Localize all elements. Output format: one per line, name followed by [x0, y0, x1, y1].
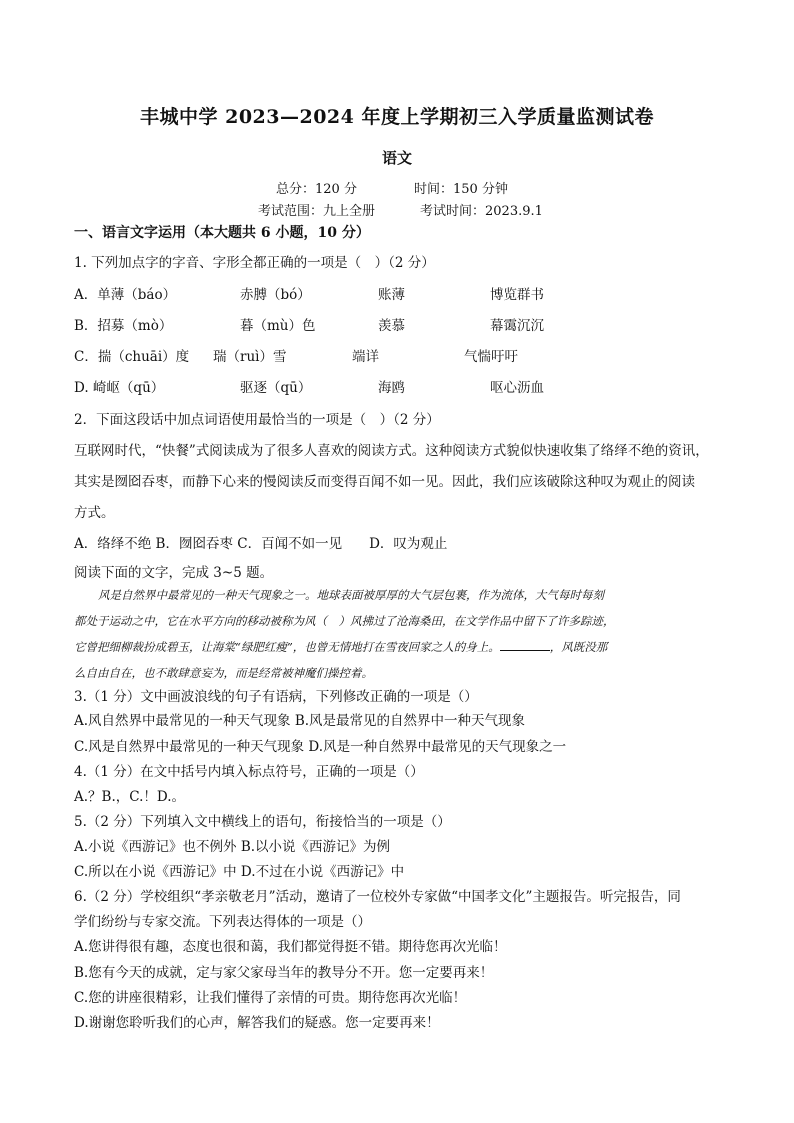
- exam-title: 丰城中学 2023—2024 年度上学期初三入学质量监测试卷: [140, 106, 654, 128]
- q2-stem: 2．下面这段话中加点词语使用最恰当的一项是（ ）（2 分）: [74, 412, 440, 428]
- q1-a-1: A．单薄（báo）: [74, 287, 177, 303]
- q1-b-2: 暮（mù）色: [240, 318, 316, 334]
- q1-c-2: 瑞（ruì）雪: [213, 349, 287, 365]
- q1-d-3: 海鸥: [378, 380, 405, 396]
- q6-stem-line-2: 学们纷纷与专家交流。下列表达得体的一项是（）: [74, 914, 371, 930]
- q1-c-1: C．揣（chuāi）度: [74, 349, 190, 365]
- q3-options-ab: A.风自然界中最常见的一种天气现象 B.风是最常见的自然界中一种天气现象: [74, 713, 526, 729]
- q1-d-4: 呕心沥血: [490, 380, 544, 396]
- q6-option-c: C.您的讲座很精彩，让我们懂得了亲情的可贵。期待您再次光临！: [74, 990, 467, 1006]
- passage-line-2: 都处于运动之中，它在水平方向的移动被称为风（ ）风拂过了沧海桑田，在文学作品中留下了许多踪迹，: [74, 614, 615, 628]
- q5-options-ab: A.小说《西游记》也不例外 B.以小说《西游记》为例: [74, 839, 391, 855]
- q1-c-4: 气惴吁吁: [464, 349, 518, 365]
- subject-title: 语文: [381, 149, 412, 167]
- exam-duration: 时间：150 分钟: [414, 182, 508, 197]
- q1-b-3: 羡慕: [378, 318, 405, 334]
- q1-d-1: D. 崎岖（qū）: [74, 380, 165, 396]
- q1-c-3: 端详: [352, 349, 379, 365]
- q4-stem: 4.（1 分）在文中括号内填入标点符号，正确的一项是（）: [74, 764, 424, 780]
- q1-d-2: 驱逐（qū）: [240, 380, 312, 396]
- q1-a-4: 博览群书: [490, 287, 544, 303]
- q1-b-1: B．招募（mò）: [74, 318, 173, 334]
- q1-a-3: 账薄: [378, 287, 405, 303]
- q1-a-2: 赤膊（bó）: [240, 287, 311, 303]
- exam-date: 考试时间：2023.9.1: [420, 204, 543, 219]
- passage-line-1: 风是自然界中最常见的一种天气现象之一。地球表面被厚厚的大气层包裹，作为流体，大气每时每刻: [98, 588, 604, 602]
- q2-passage-line-3: 方式。: [74, 505, 115, 521]
- q5-options-cd: C.所以在小说《西游记》中 D.不过在小说《西游记》中: [74, 864, 405, 880]
- q2-passage-line-2: 其实是囫囵吞枣，而静下心来的慢阅读反而变得百闻不如一见。因此，我们应该破除这种叹为观止的阅读: [74, 474, 695, 490]
- q2-options: A．络绎不绝 B．囫囵吞枣 C．百闻不如一见 D．叹为观止: [74, 536, 448, 552]
- q3-options-cd: C.风是自然界中最常见的一种天气现象 D.风是一种自然界中最常见的天气现象之一: [74, 739, 567, 755]
- q3-stem: 3.（1 分）文中画波浪线的句子有语病，下列修改正确的一项是（）: [74, 689, 478, 705]
- q5-stem: 5.（2 分）下列填入文中横线上的语句，衔接恰当的一项是（）: [74, 814, 451, 830]
- q6-stem-line-1: 6.（2 分）学校组织“孝亲敬老月”活动，邀请了一位校外专家做“中国孝文化”主题报告。听完报告，同: [74, 889, 681, 905]
- section-heading: 一、语言文字运用（本大题共 6 小题，10 分）: [74, 225, 370, 241]
- answer-blank: [500, 638, 550, 651]
- exam-scope: 考试范围：九上全册: [258, 204, 376, 219]
- q6-option-b: B.您有今天的成就，定与家父家母当年的教导分不开。您一定要再来！: [74, 965, 494, 981]
- q2-passage-line-1: 互联网时代，“快餐”式阅读成为了很多人喜欢的阅读方式。这种阅读方式貌似快速收集了络绎不绝的资讯，: [74, 443, 709, 459]
- q1-stem: 1. 下列加点字的字音、字形全都正确的一项是（ ）（2 分）: [74, 255, 435, 271]
- reading-intro: 阅读下面的文字，完成 3~5 题。: [74, 565, 274, 581]
- passage-line-4: 么自由自在，也不敢肆意妄为，而是经常被神魔们操控着。: [74, 666, 373, 680]
- q4-options: A.？B.，C.！D.。: [74, 789, 186, 805]
- q6-option-d: D.谢谢您聆听我们的心声，解答我们的疑惑。您一定要再来！: [74, 1015, 440, 1031]
- passage-line-3-b: ，风既没那: [549, 640, 608, 654]
- q6-option-a: A.您讲得很有趣，态度也很和蔼，我们都觉得挺不错。期待您再次光临！: [74, 939, 507, 955]
- total-score: 总分：120 分: [276, 182, 357, 197]
- passage-line-3: [74, 634, 724, 660]
- passage-line-3-a: 它曾把细柳裁扮成碧玉，让海棠“绿肥红瘦”，也曾无情地打在雪夜回家之人的身上。: [74, 640, 500, 654]
- reading-passage: [74, 582, 724, 686]
- q1-b-4: 幕霭沉沉: [490, 318, 544, 334]
